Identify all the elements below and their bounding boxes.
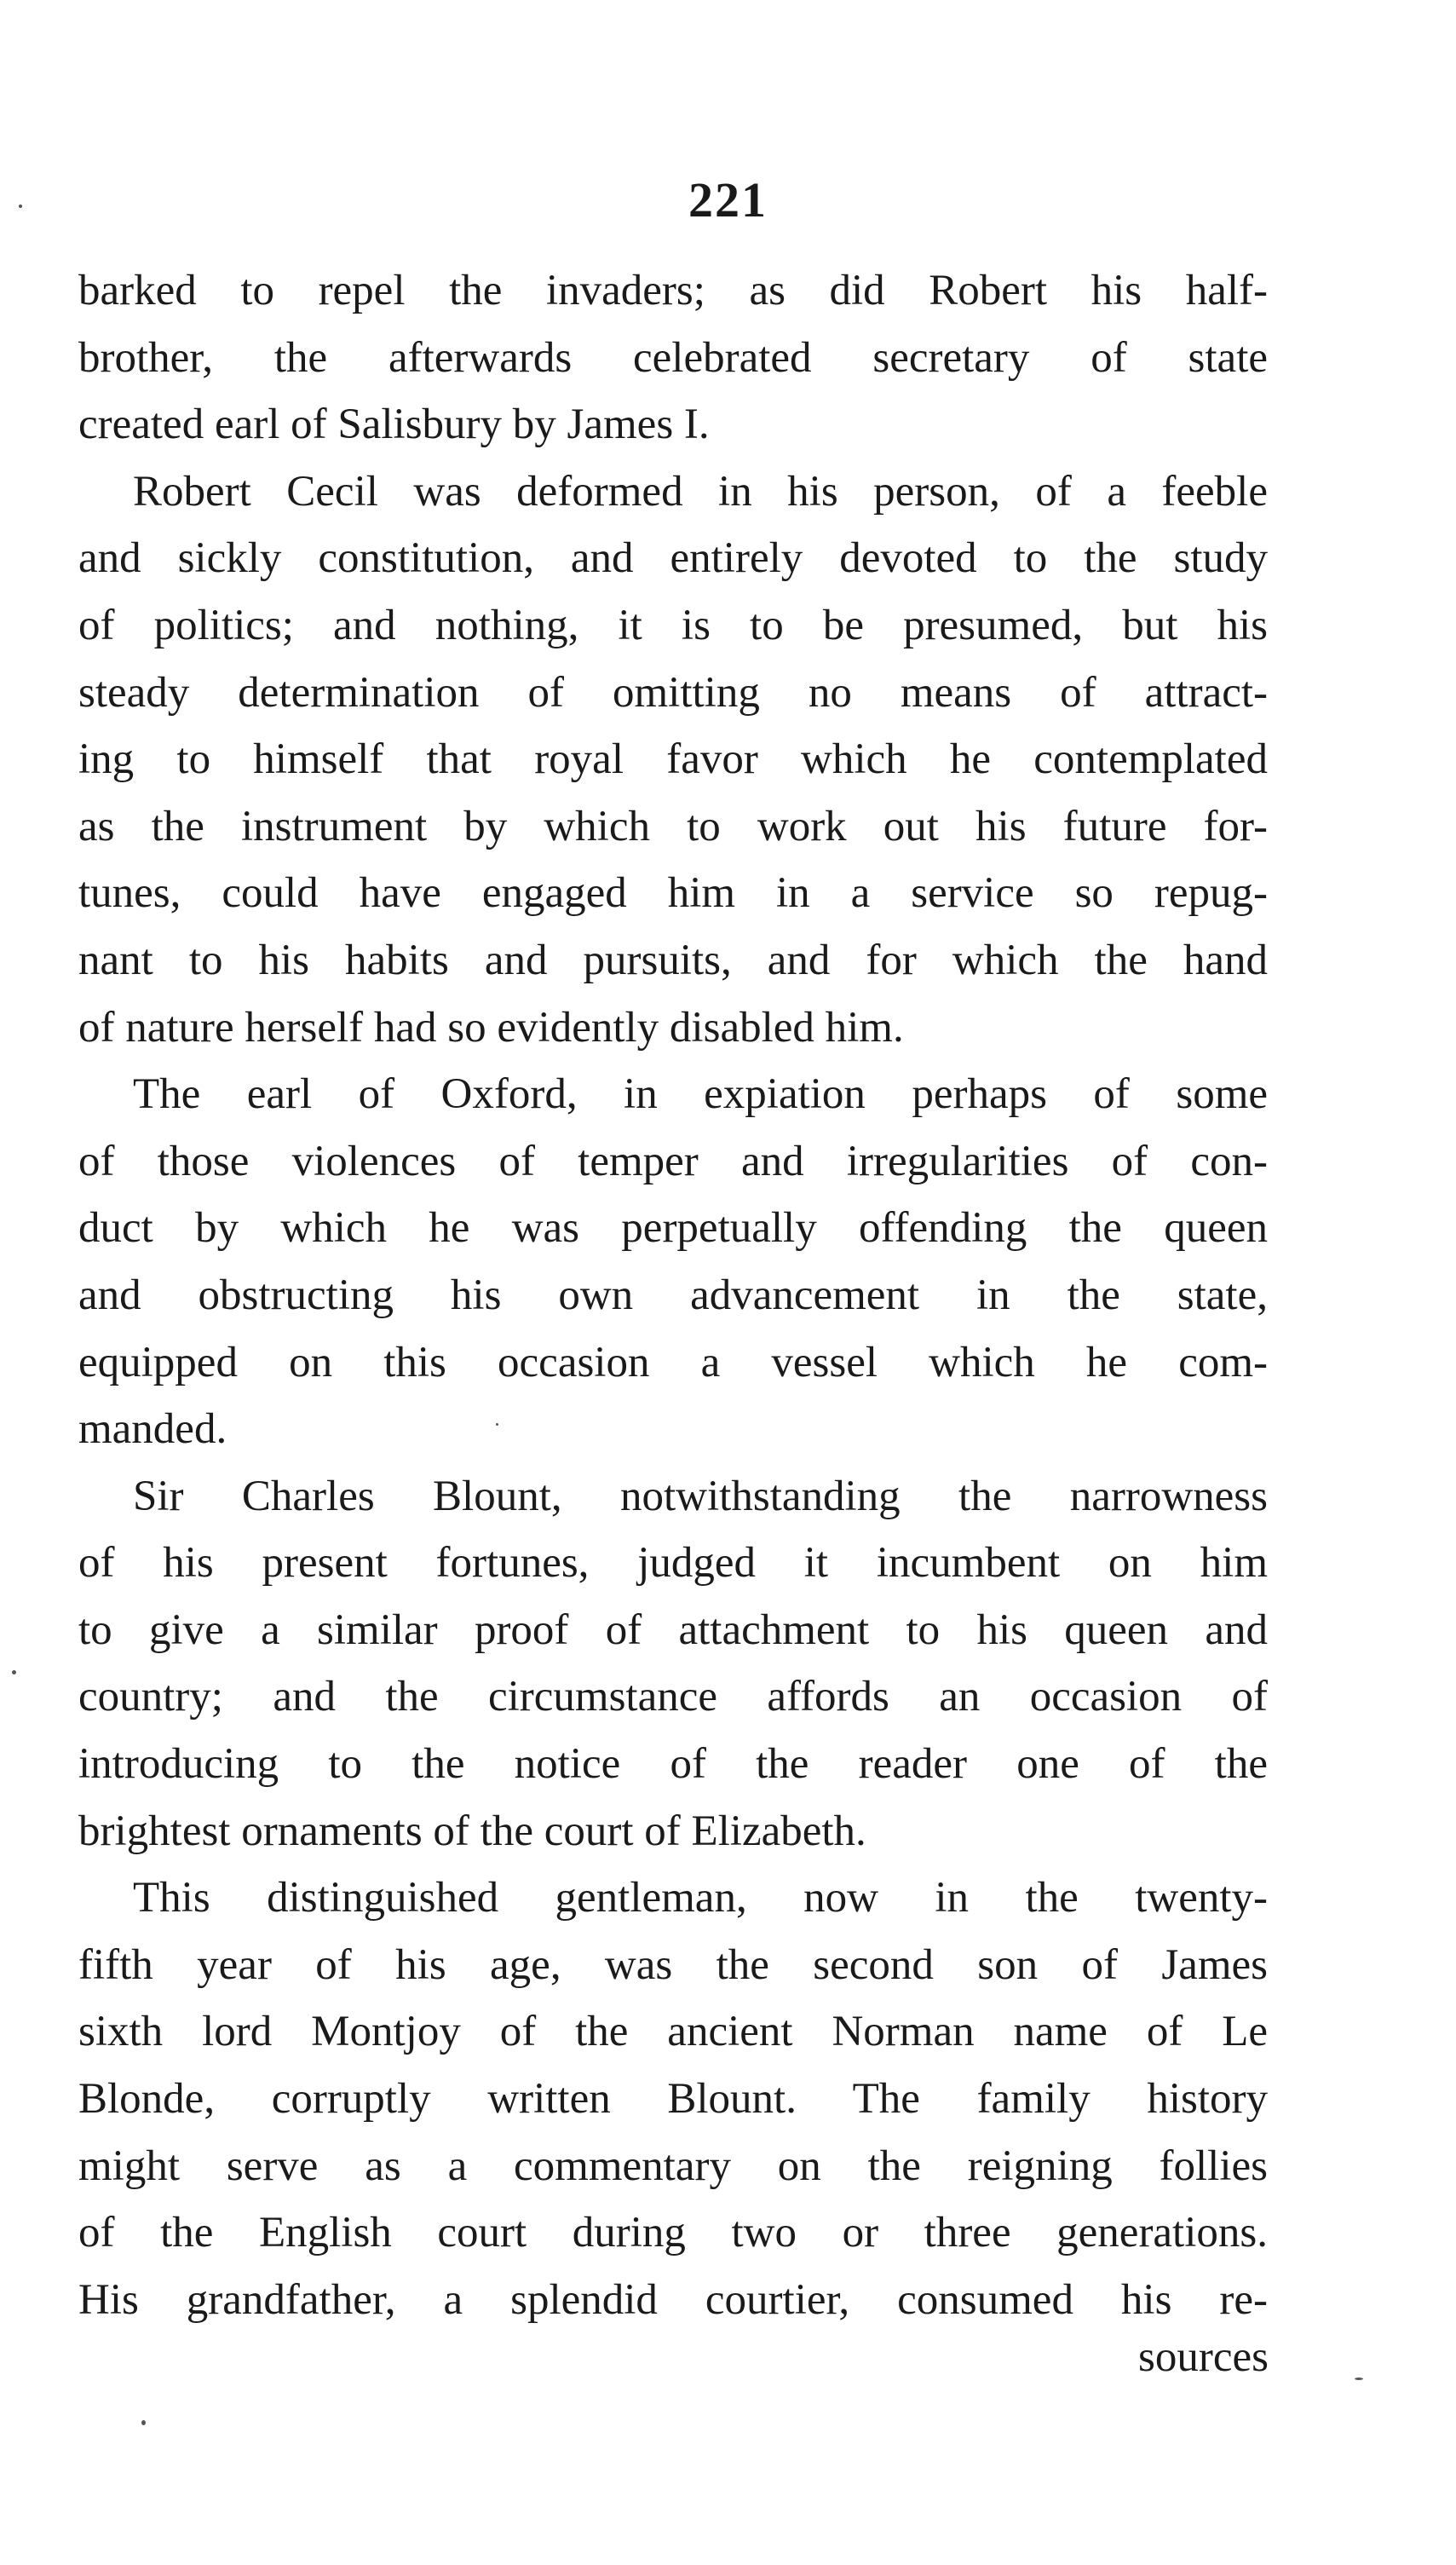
text-line: country; and the circumstance affords an occasion of <box>78 1673 1268 1721</box>
text-line: might serve as a commentary on the reigning follies <box>78 2141 1268 2190</box>
text-line: Sir Charles Blount, notwithstanding the narrowness <box>133 1472 1268 1520</box>
text-line: and obstructing his own advancement in the state, <box>78 1271 1268 1319</box>
paragraph <box>78 1463 1268 1865</box>
ink-speck <box>12 1670 16 1674</box>
text-line: created earl of Salisbury by James I. <box>78 401 710 449</box>
paragraph <box>78 458 1268 1061</box>
text-line: His grandfather, a splendid courtier, consumed his re- <box>78 2275 1268 2324</box>
text-line: brightest ornaments of the court of Elizabeth. <box>78 1807 866 1855</box>
text-line: equipped on this occasion a vessel which he com- <box>78 1338 1268 1386</box>
text-line: brother, the afterwards celebrated secretary of state <box>78 333 1268 382</box>
text-line: fifth year of his age, was the second son of James <box>78 1940 1268 1989</box>
text-line: as the instrument by which to work out his future for- <box>78 802 1268 850</box>
page-number: 221 <box>688 172 768 228</box>
text-line: sixth lord Montjoy of the ancient Norman name of Le <box>78 2008 1268 2056</box>
text-line: barked to repel the invaders; as did Robert his half- <box>78 267 1268 314</box>
text-line: The earl of Oxford, in expiation perhaps of some <box>133 1070 1268 1119</box>
ink-speck <box>19 205 22 208</box>
text-line: introducing to the notice of the reader one of the <box>78 1740 1268 1789</box>
ink-speck <box>496 1423 498 1426</box>
text-line: Blonde, corruptly written Blount. The family history <box>78 2075 1268 2124</box>
paragraph <box>78 1061 1268 1463</box>
text-line: of politics; and nothing, it is to be presumed, but his <box>78 601 1268 649</box>
text-line: duct by which he was perpetually offending the queen <box>78 1204 1268 1253</box>
text-line: ing to himself that royal favor which he contemplated <box>78 735 1268 784</box>
ink-speck <box>1355 2378 1363 2380</box>
text-line: and sickly constitution, and entirely devoted to the study <box>78 534 1268 583</box>
text-line: of those violences of temper and irregularities of con- <box>78 1137 1268 1185</box>
ink-speck <box>141 2420 146 2425</box>
text-line: of his present fortunes, judged it incumbent on him <box>78 1539 1268 1588</box>
text-line: of the English court during two or three generations. <box>78 2209 1268 2257</box>
text-line: nant to his habits and pursuits, and for which the hand <box>78 936 1268 984</box>
paragraph <box>78 1865 1268 2333</box>
text-line: steady determination of omitting no means of attract- <box>78 668 1268 717</box>
catchword: sources <box>1138 2333 1269 2381</box>
text-line: to give a similar proof of attachment to his queen and <box>78 1605 1268 1654</box>
text-line: This distinguished gentleman, now in the twenty- <box>133 1874 1268 1922</box>
paragraph <box>78 257 1268 458</box>
text-line: Robert Cecil was deformed in his person, of a feeble <box>133 467 1268 516</box>
text-line: manded. <box>78 1405 227 1454</box>
text-line: tunes, could have engaged him in a service so repug- <box>78 869 1268 918</box>
text-line: of nature herself had so evidently disabled him. <box>78 1003 904 1052</box>
body-text <box>78 257 1268 2333</box>
